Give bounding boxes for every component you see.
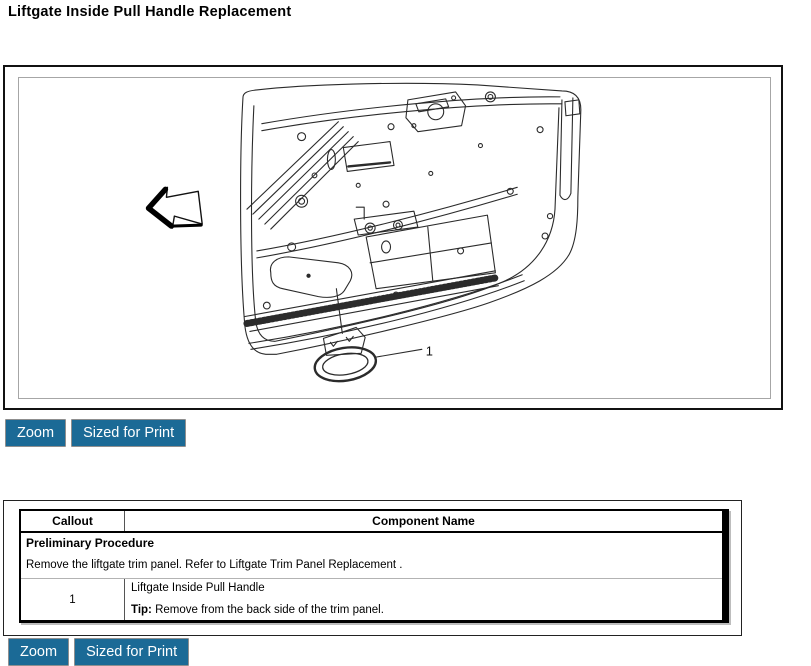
callout-table	[19, 509, 729, 623]
component-name-cell	[125, 579, 722, 620]
direction-arrow-icon	[149, 187, 203, 228]
table-header-row	[21, 511, 722, 533]
liftgate-diagram	[19, 78, 770, 398]
callout-table-box	[3, 500, 742, 636]
figure-toolbar	[5, 419, 186, 447]
page-title: Liftgate Inside Pull Handle Replacement	[8, 4, 292, 20]
table-toolbar	[8, 638, 189, 666]
sized-for-print-button[interactable]: Sized for Print	[71, 419, 186, 447]
component-name-text: Liftgate Inside Pull Handle	[131, 582, 265, 594]
callout-number-cell: 1	[21, 579, 125, 620]
figure-box	[3, 65, 783, 410]
callout-1-label: 1	[425, 343, 433, 359]
header-component-name: Component Name	[372, 514, 475, 528]
header-callout: Callout	[21, 511, 125, 531]
tip-body: Remove from the back side of the trim panel.	[151, 604, 384, 616]
table-row	[21, 579, 722, 620]
preliminary-procedure-text: Remove the liftgate trim panel. Refer to Liftgate Trim Panel Replacement .	[26, 559, 403, 571]
zoom-button-bottom[interactable]: Zoom	[8, 638, 69, 666]
figure-inner-frame	[18, 77, 771, 399]
preliminary-procedure-heading: Preliminary Procedure	[26, 536, 155, 550]
sized-for-print-button-bottom[interactable]: Sized for Print	[74, 638, 189, 666]
tip-label: Tip:	[131, 604, 152, 616]
zoom-button[interactable]: Zoom	[5, 419, 66, 447]
component-tip-text	[131, 604, 716, 616]
preliminary-procedure-row	[21, 533, 722, 579]
